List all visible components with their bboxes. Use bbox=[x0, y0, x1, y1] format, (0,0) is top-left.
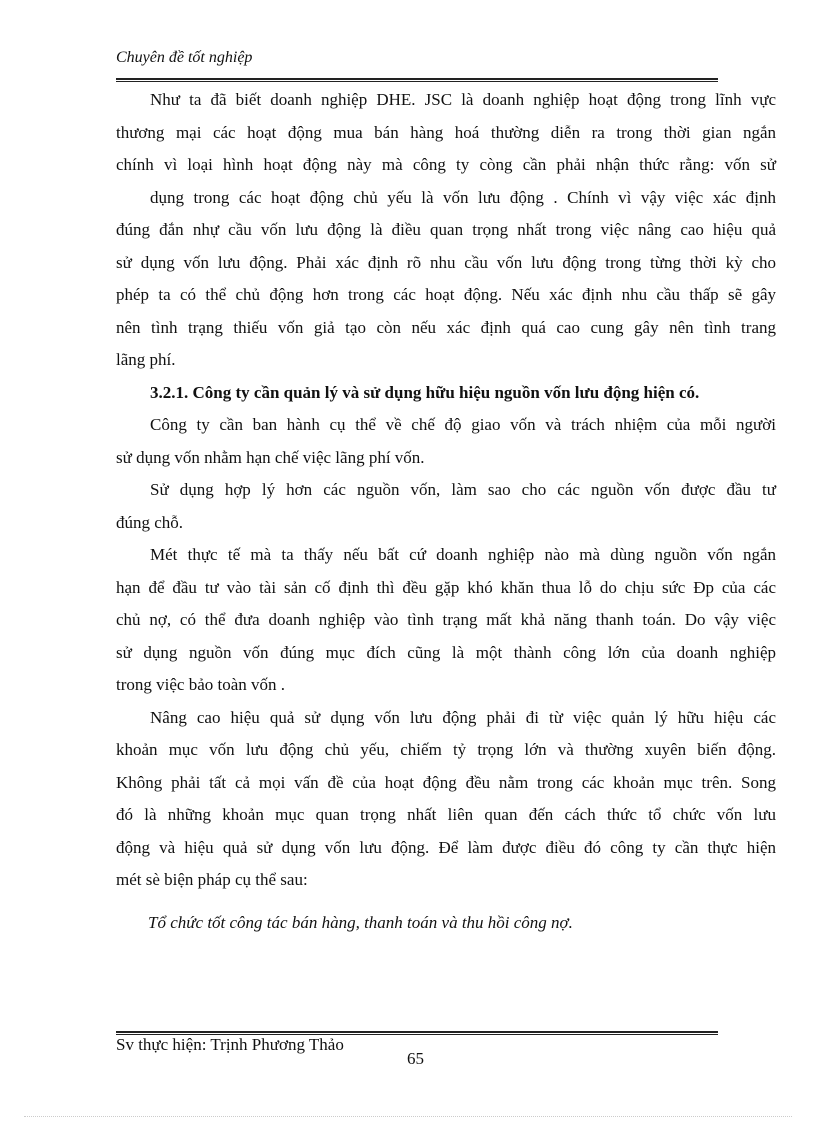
text-line: chính vì loại hình hoạt động này mà công ty còng cần phải nhận thức rằng: vốn sử bbox=[116, 155, 776, 174]
text-line: dụng trong các hoạt động chủ yếu là vốn lưu động . Chính vì vậy việc xác định bbox=[150, 187, 776, 207]
text-line: chủ nợ, có thể đưa doanh nghiệp vào tình trạng mất khả năng thanh toán. Do vậy việc bbox=[116, 610, 776, 629]
text-line: Mét thực tế mà ta thấy nếu bất cứ doanh nghiệp nào mà dùng nguồn vốn ngắn bbox=[150, 545, 776, 564]
text-line: lãng phí. bbox=[116, 350, 176, 369]
text-line: sử dụng nguồn vốn đúng mục đích cũng là một thành công lớn của doanh nghiệp bbox=[116, 642, 776, 662]
text-line: Công ty cần ban hành cụ thể về chế độ giao vốn và trách nhiệm của mỗi người bbox=[150, 415, 776, 434]
page-number: 65 bbox=[407, 1049, 424, 1068]
text-line: Nâng cao hiệu quả sử dụng vốn lưu động phải đi từ việc quản lý hữu hiệu các bbox=[150, 707, 776, 727]
page-body bbox=[116, 84, 776, 897]
footer-author: Sv thực hiện: Trịnh Phương Thảo bbox=[116, 1035, 344, 1054]
italic-subheading: Tổ chức tốt công tác bán hàng, thanh toán và thu hồi công nợ. bbox=[148, 913, 573, 932]
text-line: sử dụng vốn lưu động. Phải xác định rõ nhu cầu vốn lưu động trong từng thời kỳ cho bbox=[116, 252, 776, 272]
text-line: Không phải tất cả mọi vấn đề của hoạt động đều nằm trong các khoản mục trên. Song bbox=[116, 772, 776, 792]
text-line: đúng đắn nhự cầu vốn lưu động là điều quan trọng nhất trong việc nâng cao hiệu quả bbox=[116, 220, 776, 239]
text-line: khoản mục vốn lưu động chủ yếu, chiếm tỷ trọng lớn và thường xuyên biến động. bbox=[116, 740, 776, 759]
text-line: trong việc bảo toàn vốn . bbox=[116, 675, 286, 694]
text-line: thương mại các hoạt động mua bán hàng hoá thường diễn ra trong thời gian ngắn bbox=[116, 122, 776, 142]
text-line: mét sè biện pháp cụ thể sau: bbox=[116, 870, 308, 889]
text-line: Như ta đã biết doanh nghiệp DHE. JSC là doanh nghiệp hoạt động trong lĩnh vực bbox=[150, 90, 776, 109]
header-rule bbox=[116, 78, 718, 82]
text-line: động và hiệu quả sử dụng vốn lưu động. Để làm được điều đó công ty cần thực hiện bbox=[116, 837, 776, 857]
header-title: Chuyên đề tốt nghiệp bbox=[116, 49, 253, 66]
text-line: hạn để đầu tư vào tài sản cố định thì đều gặp khó khăn thua lỗ do chịu sức Ðp của các bbox=[116, 577, 776, 597]
text-line: phép ta có thể chủ động hơn trong các hoạt động. Nếu xác định nhu cầu thấp sẽ gây bbox=[116, 285, 776, 304]
text-line: Sử dụng hợp lý hơn các nguồn vốn, làm sao cho các nguồn vốn được đầu tư bbox=[150, 480, 776, 499]
text-line: đúng chỗ. bbox=[116, 512, 184, 532]
text-line: sử dụng vốn nhằm hạn chế việc lãng phí vốn. bbox=[116, 447, 425, 467]
text-line: đó là những khoản mục quan trọng nhất liên quan đến cách thức tổ chức vốn lưu bbox=[116, 805, 776, 824]
page-edge-divider bbox=[24, 1116, 792, 1117]
text-line: nên tình trạng thiếu vốn giả tạo còn nếu xác định quá cao cung gây nên tình trang bbox=[116, 317, 776, 337]
section-heading: 3.2.1. Công ty cần quản lý và sử dụng hữu hiệu nguồn vốn lưu động hiện có. bbox=[150, 382, 700, 402]
